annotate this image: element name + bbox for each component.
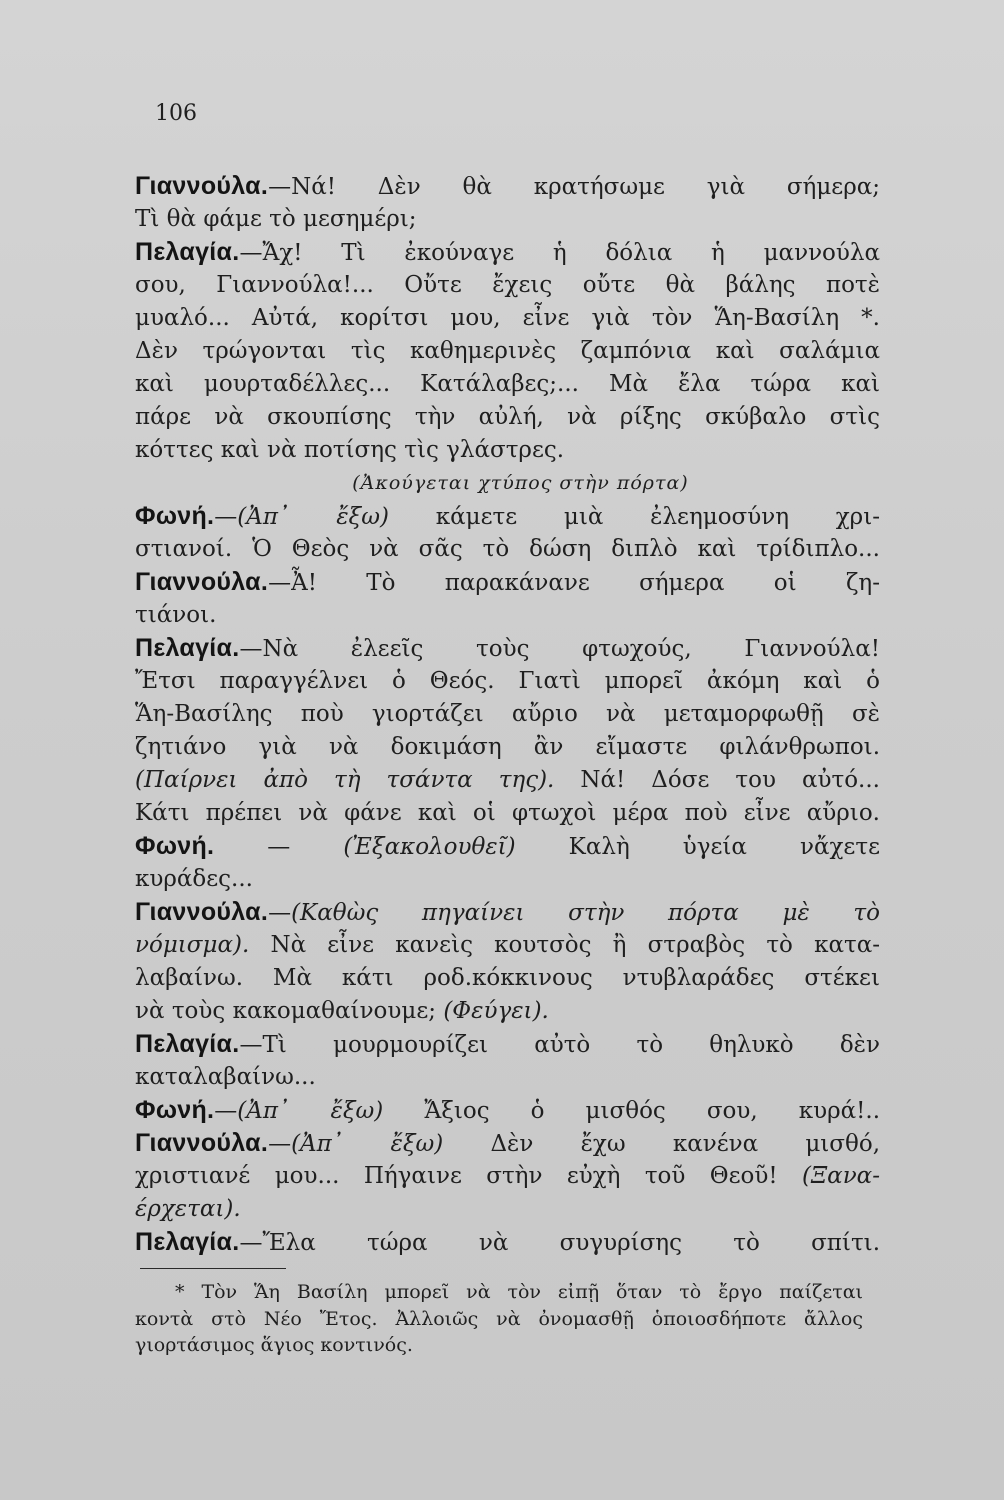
text-line xyxy=(135,302,880,335)
stage-direction: (Ἐξακολουθεῖ) xyxy=(343,834,516,860)
dialogue-text: τιάνοι. xyxy=(135,602,217,628)
speaker-name: Γιαννούλα. xyxy=(135,1129,269,1157)
speaker-name: Γιαννούλα. xyxy=(135,172,269,200)
dialogue-text: — xyxy=(214,504,238,530)
speaker-name: Φωνή. xyxy=(135,1096,215,1124)
stage-direction: (Φεύγει). xyxy=(443,998,549,1024)
dialogue-text: —Ἄχ! Τὶ ἐκούναγε ἡ δόλια ἡ μαννούλα xyxy=(239,240,880,266)
dialogue-text: χριστιανέ μου... Πήγαινε στὴν εὐχὴ τοῦ Θεοῦ! xyxy=(135,1163,803,1189)
stage-direction: (Ἀκούγεται χτύπος στὴν πόρτα) xyxy=(352,472,689,494)
text-line xyxy=(135,1061,880,1094)
stage-direction: νόμισμα). xyxy=(135,932,250,958)
speaker-name: Γιαννούλα. xyxy=(135,568,269,596)
dialogue-text: —Νὰ ἐλεεῖς τοὺς φτωχούς, Γιαννούλα! xyxy=(239,636,880,662)
dialogue-text: πάρε νὰ σκουπίσης τὴν αὐλή, νὰ ρίξης σκύβαλο στὶς xyxy=(135,404,880,430)
text-line xyxy=(135,830,880,863)
dialogue-text: — xyxy=(268,1131,292,1157)
dialogue-text: Τὶ θὰ φάμε τὸ μεσημέρι; xyxy=(135,206,417,232)
stage-direction: (Ἀπ᾽ ἔξω) xyxy=(291,1131,444,1157)
stage-direction: (Παίρνει ἀπὸ τὴ τσάντα της). xyxy=(135,767,555,793)
text-line xyxy=(135,632,880,665)
speaker-name: Πελαγία. xyxy=(135,1228,240,1256)
dialogue-text: — xyxy=(268,900,292,926)
dialogue-text: —Ἆ! Τὸ παρακάνανε σήμερα οἱ ζη- xyxy=(268,570,880,596)
dialogue-text: Ἅη-Βασίλης ποὺ γιορτάζει αὔριο νὰ μεταμορφωθῇ σὲ xyxy=(135,701,880,727)
dialogue-text: —Ἔλα τώρα νὰ συγυρίσης τὸ σπίτι. xyxy=(239,1230,880,1256)
speaker-name: Πελαγία. xyxy=(135,238,240,266)
text-line xyxy=(135,203,880,236)
stage-direction: έρχεται). xyxy=(135,1196,241,1222)
speaker-name: Φωνή. xyxy=(135,502,215,530)
text-line xyxy=(135,929,880,962)
dialogue-text: κυράδες... xyxy=(135,866,253,892)
text-line xyxy=(135,434,880,467)
speaker-name: Φωνή. xyxy=(135,832,215,860)
dialogue-text: Ἄξιος ὁ μισθός σου, κυρά!.. xyxy=(383,1098,881,1124)
dialogue-text: Δὲν ἔχω κανένα μισθό, xyxy=(443,1131,881,1157)
text-line xyxy=(135,269,880,302)
dialogue-text: Δὲν τρώγονται τὶς καθημερινὲς ζαμπόνια καὶ σαλάμια xyxy=(135,338,880,364)
text-line xyxy=(135,500,880,533)
dialogue-text: κόττες καὶ νὰ ποτίσης τὶς γλάστρες. xyxy=(135,437,565,463)
text-line xyxy=(135,896,880,929)
dialogue-text: —Τὶ μουρμουρίζει αὐτὸ τὸ θηλυκὸ δὲν xyxy=(239,1032,880,1058)
stage-direction: (Καθὼς πηγαίνει στὴν πόρτα μὲ τὸ xyxy=(291,900,880,926)
footnote-line: κοντὰ στὸ Νέο Ἔτος. Ἀλλοιῶς νὰ ὀνομασθῇ ὁποιοσδήποτε ἄλλος xyxy=(135,1307,863,1330)
speaker-name: Πελαγία. xyxy=(135,634,240,662)
text-line xyxy=(135,962,880,995)
stage-direction: (Ἀπ᾽ ἔξω) xyxy=(237,504,389,530)
text-line xyxy=(135,401,880,434)
dialogue-text: —Νά! Δὲν θὰ κρατήσωμε γιὰ σήμερα; xyxy=(268,174,880,200)
dialogue-text: στιανοί. Ὁ Θεὸς νὰ σᾶς τὸ δώση διπλὸ καὶ τρίδιπλο... xyxy=(135,536,880,562)
text-line xyxy=(135,731,880,764)
text-line xyxy=(135,368,880,401)
text-line xyxy=(135,1127,880,1160)
dialogue-text: κάμετε μιὰ ἐλεημοσύνη χρι- xyxy=(388,504,880,530)
dialogue-text: καταλαβαίνω... xyxy=(135,1064,316,1090)
footnote-line: * Τὸν Ἅη Βασίλη μπορεῖ νὰ τὸν εἰπῇ ὅταν τὸ ἔργο παίζεται xyxy=(175,1281,863,1303)
stage-direction: (Ἀπ᾽ ἔξω) xyxy=(237,1098,384,1124)
text-line xyxy=(135,566,880,599)
text-line xyxy=(135,335,880,368)
dialogue-text: Καλὴ ὑγεία νἄχετε xyxy=(515,834,880,860)
text-line xyxy=(135,1160,880,1193)
footnote xyxy=(135,1279,863,1359)
footnote-rule xyxy=(140,1268,286,1269)
text-line xyxy=(135,1028,880,1061)
dialogue-text: — xyxy=(214,1098,238,1124)
text-line xyxy=(135,236,880,269)
speaker-name: Πελαγία. xyxy=(135,1030,240,1058)
text-line xyxy=(135,698,880,731)
text-line xyxy=(135,863,880,896)
dialogue-text: μυαλό... Αὐτά, κορίτσι μου, εἶνε γιὰ τὸν Ἅη-Βασίλη *. xyxy=(135,305,880,331)
text-line xyxy=(135,1193,880,1226)
dialogue-text: Νά! Δόσε του αὐτό... xyxy=(554,767,880,793)
page-number: 106 xyxy=(155,101,197,126)
dialogue-text: — xyxy=(214,834,344,860)
dialogue-text: σου, Γιαννούλα!... Οὔτε ἔχεις οὔτε θὰ βάλης ποτὲ xyxy=(135,272,880,298)
stage-direction-line xyxy=(135,467,880,500)
speaker-name: Γιαννούλα. xyxy=(135,898,269,926)
dialogue-text: καὶ μουρταδέλλες... Κατάλαβες;... Μὰ ἔλα τώρα καὶ xyxy=(135,371,880,397)
dialogue-text: ζητιάνο γιὰ νὰ δοκιμάση ἂν εἴμαστε φιλάνθρωποι. xyxy=(135,734,880,760)
dialogue-text: νὰ τοὺς κακομαθαίνουμε; xyxy=(135,998,444,1024)
stage-direction: (Ξανα- xyxy=(802,1163,880,1189)
text-line xyxy=(135,1226,880,1259)
text-line xyxy=(135,665,880,698)
text-line xyxy=(135,797,880,830)
text-line xyxy=(135,764,880,797)
dialogue-text: Νὰ εἶνε κανεὶς κουτσὸς ἢ στραβὸς τὸ κατα- xyxy=(249,932,880,958)
footnote-line: γιορτάσιμος ἅγιος κοντινός. xyxy=(135,1334,413,1356)
dialogue-text: Ἔτσι παραγγέλνει ὁ Θεός. Γιατὶ μπορεῖ ἀκόμη καὶ ὁ xyxy=(135,668,880,694)
play-text xyxy=(135,170,880,1259)
dialogue-text: Κάτι πρέπει νὰ φάνε καὶ οἱ φτωχοὶ μέρα ποὺ εἶνε αὔριο. xyxy=(135,800,880,826)
text-line xyxy=(135,533,880,566)
dialogue-text: λαβαίνω. Μὰ κάτι ροδ.κόκκινους ντυβλαράδες στέκει xyxy=(135,965,880,991)
text-line xyxy=(135,1094,880,1127)
text-line xyxy=(135,599,880,632)
text-line xyxy=(135,995,880,1028)
text-line xyxy=(135,170,880,203)
